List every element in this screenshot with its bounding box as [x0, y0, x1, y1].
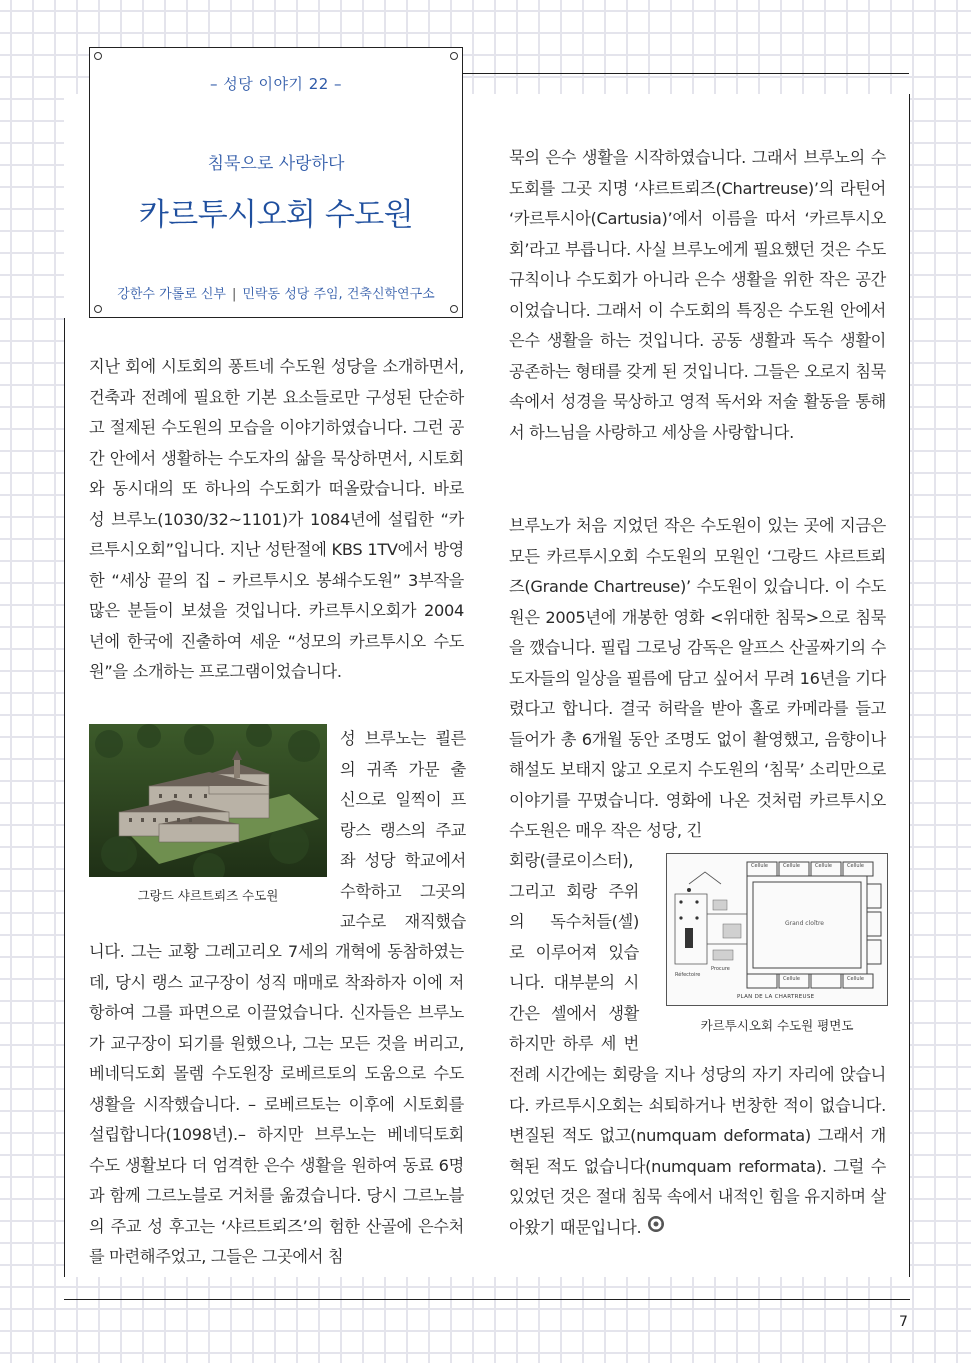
left-rule [64, 318, 65, 1277]
corner-dot [94, 52, 102, 60]
wrap-line: 간은 셀에서 생활 [509, 1003, 639, 1023]
wrap-line: 니다. 대부분의 시 [509, 973, 639, 992]
bottom-rule [64, 1299, 910, 1300]
plan-left-label: Procure [711, 966, 730, 972]
series-label: – 성당 이야기 22 – [209, 75, 343, 93]
right-paragraph-3-text: 전례 시간에는 회랑을 지나 성당의 자기 자리에 앉습니다. 카르투시오회는 쇠퇴하거나 번창한 적이 없습니다. 변질된 적도 없고(numquam deformata) 그래서 개혁된 적도 없습니다(numquam reformata). 그럴 수 있었던 것은 절대 침묵 속에서 내적인 힘을 유지하며 살아왔기 때문입니다. [509, 1065, 886, 1237]
right-rule [909, 94, 910, 1277]
wrap-line: 의 독수처들(셀) [509, 912, 639, 931]
author-line [90, 283, 462, 302]
wrap-line: 회랑(클로이스터), [509, 851, 634, 870]
plan-bottom-label: PLAN DE LA CHARTREUSE [737, 994, 815, 1000]
title-box [89, 47, 463, 318]
left-paragraph-2: 니다. 그는 교황 그레고리오 7세의 개혁에 동참하였는데, 당시 랭스 교구장이 성직 매매로 착좌하자 이에 저항하여 그를 파면으로 이끌었습니다. 신자들은 브루노가 교구장이 되기를 원했으나, 그는 모든 것을 버리고, 베네딕도회 몰렘 수도원장 로베르토의 도움으로 수도 생활을 시작했습니다. – 로베르토는 이후에 시토회를 설립합니다(1098년).– 하지만 브루노는 베네딕토회 수도 생활보다 더 엄격한 은수 생활을 원하여 동료 6명과 함께 그르노블로 거처를 옮겼습니다. 당시 그르노블의 주교 성 후고는 ‘샤르트뢰즈’의 험한 산골에 은수처를 마련해주었고, 그들은 그곳에서 침 [89, 942, 464, 1266]
left-wrap-text [340, 724, 466, 938]
right-paragraph-2: 브루노가 처음 지었던 작은 수도원이 있는 곳에 지금은 모든 카르투시오회 수도원의 모원인 ‘그랑드 샤르트뢰즈(Grande Chartreuse)’ 수도원이 있습니다. 이 수도원은 2005년에 개봉한 영화 <위대한 침묵>으로 침묵을 깼습니다. 필립 그로닝 감독은 알프스 산골짜기의 수도자들의 일상을 필름에 담고 싶어서 무려 16년을 기다렸다고 합니다. 결국 허락을 받아 홀로 카메라를 들고 들어가 총 6개월 동안 조명도 없이 촬영했고, 음향이나 해설도 보태지 않고 오로지 수도원의 ‘침묵’ 소리만으로 이야기를 꾸몄습니다. 영화에 나온 것처럼 카르투시오 수도원은 매우 작은 성당, 긴 [509, 516, 886, 840]
plan-side-label: Cellule [783, 976, 800, 982]
top-rule [463, 73, 909, 74]
wrap-line: 의 귀족 가문 출 [340, 759, 466, 779]
corner-dot [94, 305, 102, 313]
wrap-line: 성 브루노는 쾰른 [340, 729, 466, 748]
plan-left-label: Réfectoire [675, 972, 701, 978]
wrap-line: 수학하고 그곳의 [340, 881, 466, 901]
plan-cell-label: Cellule [815, 863, 832, 869]
wrap-line: 랑스 랭스의 주교 [340, 820, 466, 840]
plan-cloister-label: Grand cloître [785, 920, 824, 927]
plan-cell-label: Cellule [847, 863, 864, 869]
right-wrap-text [509, 846, 639, 1060]
plan-side-label: Cellule [847, 976, 864, 982]
wrap-line: 신으로 일찍이 프 [340, 790, 466, 809]
wrap-line: 하지만 하루 세 번 [509, 1034, 639, 1053]
floor-plan [666, 853, 888, 1006]
floor-plan-drawing [667, 854, 888, 1006]
article-title: 카르투시오회 수도원 [138, 197, 414, 233]
page-number: 7 [899, 1314, 908, 1330]
article-subtitle: 침묵으로 사랑하다 [207, 154, 345, 174]
wrap-line: 교수로 재직했습 [340, 912, 466, 931]
photo-caption: 그랑드 샤르트뢰즈 수도원 [137, 888, 279, 903]
right-paragraph-3 [509, 1060, 886, 1243]
plan-cell-label: Cellule [783, 863, 800, 869]
plan-caption: 카르투시오회 수도원 평면도 [700, 1018, 854, 1033]
end-mark-icon [647, 1213, 665, 1244]
plan-cell-label: Cellule [751, 863, 768, 869]
corner-dot [450, 305, 458, 313]
left-paragraph-1: 지난 회에 시토회의 퐁트네 수도원 성당을 소개하면서, 건축과 전례에 필요한 기본 요소들로만 구성된 단순하고 절제된 수도원의 모습을 이야기하였습니다. 그런 공간 안에서 생활하는 수도자의 삶을 묵상하면서, 시토회와 동시대의 또 하나의 수도회가 떠올랐습니다. 바로 성 브루노(1030/32~1101)가 1084년에 설립한 “카르투시오회”입니다. 지난 성탄절에 KBS 1TV에서 방영한 “세상 끝의 집 – 카르투시오 봉쇄수도원” 3부작을 많은 분들이 보셨을 것입니다. 카르투시오회가 2004년에 한국에 진출하여 세운 “성모의 카르투시오 수도원”을 소개하는 프로그램이었습니다. [89, 357, 464, 681]
right-paragraph-1: 묵의 은수 생활을 시작하였습니다. 그래서 브루노의 수도회를 그곳 지명 ‘샤르트뢰즈(Chartreuse)’의 라틴어 ‘카르투시아(Cartusia)’에서 이름을 따서 ‘카르투시오회’라고 부릅니다. 사실 브루노에게 필요했던 것은 수도규칙이나 수도회가 아니라 은수 생활을 위한 작은 공간이었습니다. 그래서 이 수도회의 특징은 수도원 안에서 은수 생활을 하는 것입니다. 공동 생활과 독수 생활이 공존하는 형태를 갖게 된 것입니다. 그들은 오로지 침묵 속에서 성경을 묵상하고 영적 독서와 저술 활동을 통해서 하느님을 사랑하고 세상을 사랑합니다. [509, 148, 886, 442]
author-name: 강한수 가롤로 신부 [117, 287, 226, 302]
monastery-photo [89, 724, 327, 877]
wrap-line: 그리고 회랑 주위 [509, 881, 639, 901]
author-separator: | [232, 287, 237, 302]
corner-dot [450, 52, 458, 60]
monastery-photo-image [89, 724, 327, 877]
wrap-line: 로 이루어져 있습 [509, 942, 639, 962]
wrap-line: 좌 성당 학교에서 [340, 851, 466, 870]
author-role: 민락동 성당 주임, 건축신학연구소 [242, 287, 435, 302]
